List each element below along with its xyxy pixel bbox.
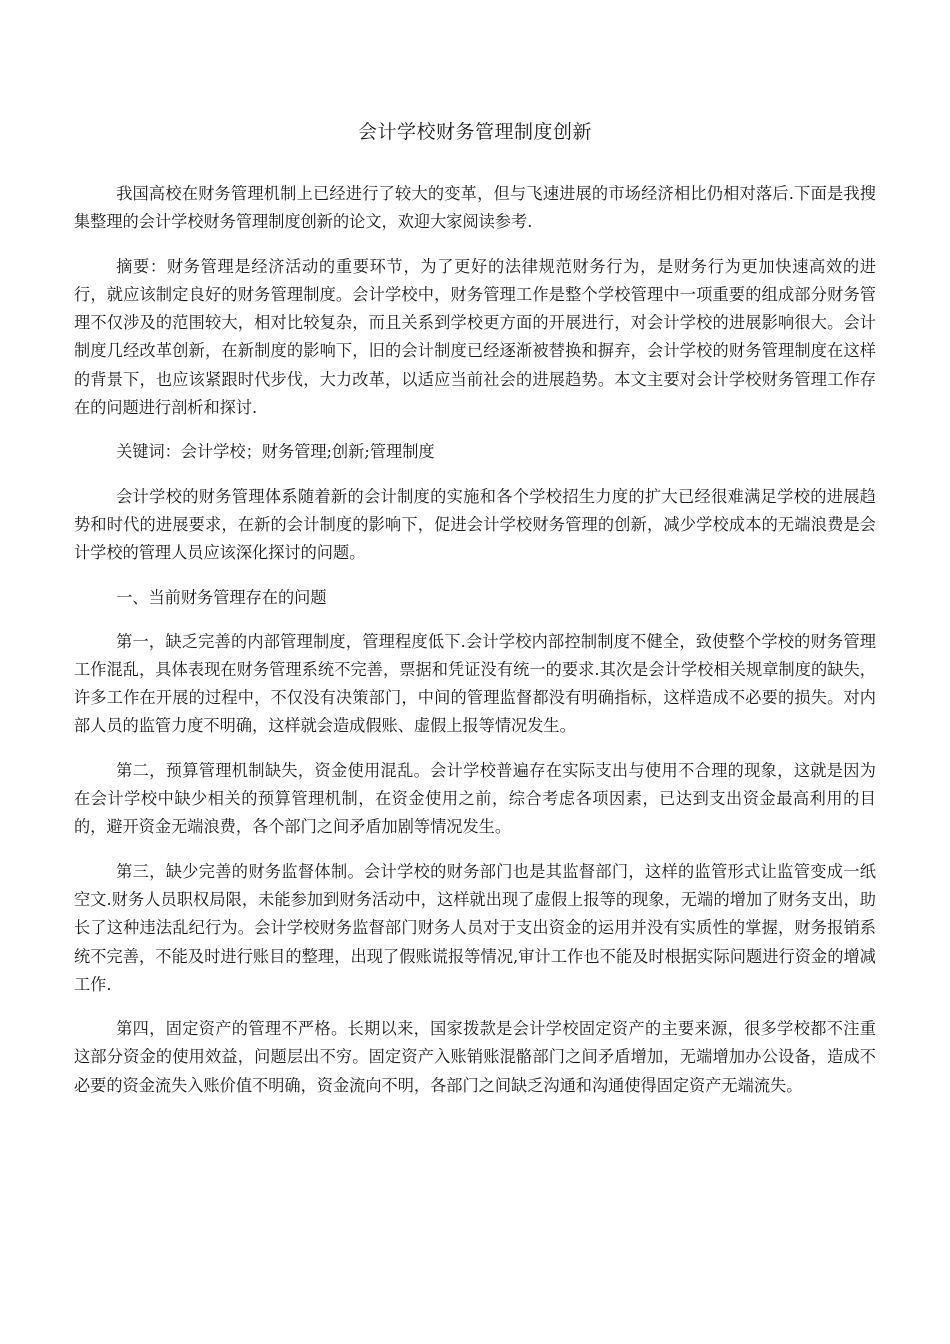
abstract-paragraph: 摘要：财务管理是经济活动的重要环节，为了更好的法律规范财务行为，是财务行为更加快速高效的进行，就应该制定良好的财务管理制度。会计学校中，财务管理工作是整个学校管理中一项重要的组成部分财务管理不仅涉及的范围较大，相对比较复杂，而且关系到学校更方面的开展进行，对会计学校的进展影响很大。会计制度几经改革创新，在新制度的影响下，旧的会计制度已经逐渐被替换和摒弃，会计学校的财务管理制度在这样的背景下，也应该紧跟时代步伐，大力改革，以适应当前社会的进展趋势。本文主要对会计学校财务管理工作存在的问题进行剖析和探讨.	[74, 256, 876, 418]
problem-first-paragraph: 第一，缺乏完善的内部管理制度，管理程度低下.会计学校内部控制制度不健全，致使整个学校的财务管理工作混乱，具体表现在财务管理系统不完善，票据和凭证没有统一的要求.其次是会计学校相关规章制度的缺失，许多工作在开展的过程中，不仅没有决策部门，中间的管理监督都没有明确指标，这样造成不必要的损失。对内部人员的监管力度不明确，这样就会造成假账、虚假上报等情况发生。	[74, 631, 876, 736]
intro-paragraph: 我国高校在财务管理机制上已经进行了较大的变革，但与飞速进展的市场经济相比仍相对落后.下面是我搜集整理的会计学校财务管理制度创新的论文，欢迎大家阅读参考.	[74, 184, 876, 232]
document-title: 会计学校财务管理制度创新	[357, 121, 592, 143]
section-heading: 一、当前财务管理存在的问题	[116, 587, 327, 607]
problem-third-paragraph: 第三，缺少完善的财务监督体制。会计学校的财务部门也是其监督部门，这样的监管形式让监管变成一纸空文.财务人员职权局限，未能参加到财务活动中，这样就出现了虚假上报等的现象，无端的增加了财务支出，助长了这种违法乱纪行为。会计学校财务监督部门财务人员对于支出资金的运用并没有实质性的掌握，财务报销系统不完善，不能及时进行账目的整理，出现了假账谎报等情况,审计工作也不能及时根据实际问题进行资金的增减工作.	[74, 861, 876, 994]
problem-second-paragraph: 第二，预算管理机制缺失，资金使用混乱。会计学校普遍存在实际支出与使用不合理的现象，这就是因为在会计学校中缺少相关的预算管理机制，在资金使用之前，综合考虑各项因素，已达到支出资金最高利用的目的，避开资金无端浪费，各个部门之间矛盾加剧等情况发生。	[74, 760, 876, 837]
keywords-paragraph: 关键词：会计学校；财务管理;创新;管理制度	[116, 442, 435, 462]
problem-fourth-paragraph: 第四，固定资产的管理不严格。长期以来，国家拨款是会计学校固定资产的主要来源，很多学校都不注重这部分资金的使用效益，问题层出不穷。固定资产入账销账混骼部门之间矛盾增加，无端增加办公设备，造成不必要的资金流失入账价值不明确，资金流向不明，各部门之间缺乏沟通和沟通使得固定资产无端流失。	[74, 1019, 876, 1095]
body-paragraph: 会计学校的财务管理体系随着新的会计制度的实施和各个学校招生力度的扩大已经很难满足学校的进展趋势和时代的进展要求，在新的会计制度的影响下，促进会计学校财务管理的创新，减少学校成本的无端浪费是会计学校的管理人员应该深化探讨的问题。	[74, 486, 876, 563]
